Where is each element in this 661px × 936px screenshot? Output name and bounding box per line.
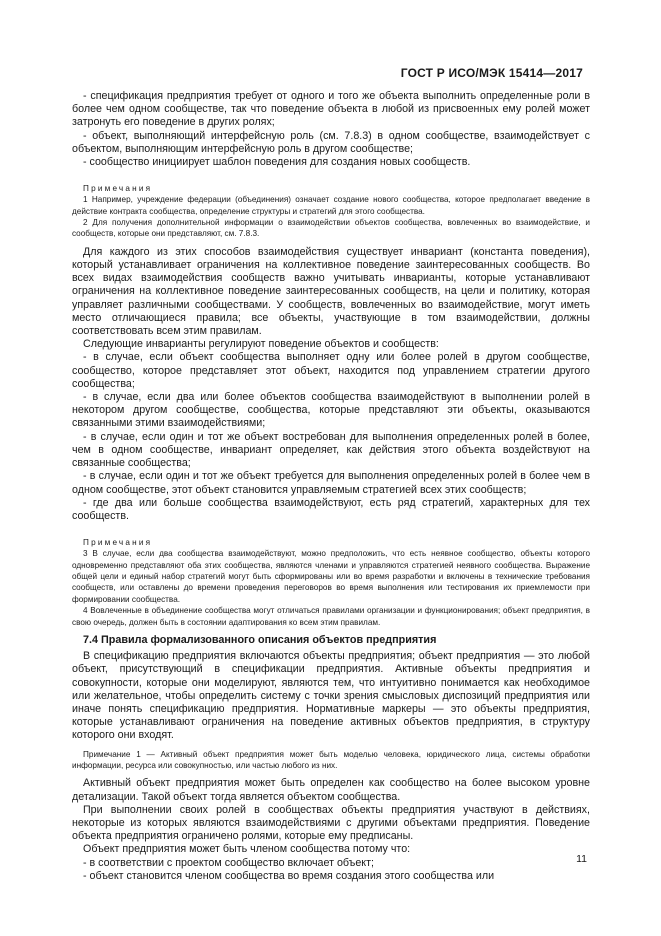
note-item: 3 В случае, если два сообщества взаимодействуют, можно предположить, что есть неявное сообщество, объекты которого одновременно представляют оба этих сообщества, являются членами и управляются стратегией неявного сообщества. Выражение общей цели и единый набор стратегий могут быть сформированы или во время разработки и включены в технические требования сообществ, или оставлены до времени проведения переговоров во время выполнения или тестирования их приемлемости при формировании сообщества.	[72, 549, 590, 604]
list-item: - объект, выполняющий интерфейсную роль (см. 7.8.3) в одном сообществе, взаимодействует с объектом, выполняющим интерфейсную роль в другом сообществе;	[72, 129, 590, 155]
list-item: - в случае, если один и тот же объект востребован для выполнения определенных ролей в более, чем в одном сообществе, инвариант определяет, как действия этого объекта воздействуют на связанные сообщества;	[72, 430, 590, 470]
note-item: 1 Например, учреждение федерации (объединения) означает создание нового сообщества, которое предполагает введение в действие контракта сообщества, определение структуры и стратегий для этого сообщества.	[72, 195, 590, 216]
list-item: - сообщество инициирует шаблон поведения для создания новых сообществ.	[83, 156, 471, 169]
notes-heading: Примечания	[83, 538, 153, 548]
paragraph: Для каждого из этих способов взаимодействия существует инвариант (константа поведения), который устанавливает ограничения на коллективное поведение заинтересованных сообществ. Во всех видах взаимодействия сообществ важно учитывать инварианты, которые устанавливают ограничения на коллективное поведение заинтересованных сообществ, на цели и политику, которая управляет различными сообществами. У сообществ, вовлеченных во взаимодействие, могут иметь место отличающиеся правила; все объекты, участвующие в том взаимодействии, должны соответствовать всем этим правилам.	[72, 245, 590, 338]
note-item: 4 Вовлеченные в объединение сообщества могут отличаться правилами организации и функционирования; объект предприятия, в свою очередь, должен быть в состоянии адаптирования ко всем этим правилам.	[72, 606, 590, 627]
paragraph: Активный объект предприятия может быть определен как сообщество на более высоком уровне детализации. Такой объект тогда является объектом сообщества.	[72, 777, 590, 803]
section-title: 7.4 Правила формализованного описания объектов предприятия	[83, 633, 437, 646]
notes-heading: Примечания	[83, 184, 153, 194]
note-item: Примечание 1 — Активный объект предприятия может быть моделью человека, юридического лица, системы обработки информации, ресурса или совокупностью, или частью любого из них.	[72, 749, 590, 770]
paragraph: Объект предприятия может быть членом сообщества потому что:	[83, 843, 411, 856]
list-item: - спецификация предприятия требует от одного и того же объекта выполнить определенные роли в более чем одном сообществе, так что поведение объекта в любой из присвоенных ему ролей может затронуть его поведение в других ролях;	[72, 90, 590, 129]
page-content	[72, 90, 590, 883]
paragraph: При выполнении своих ролей в сообществах объекты предприятия участвуют в действиях, некоторые из которых являются взаимодействиями с другими объектами предприятия. Поведение объекта предприятия ограничено ролями, которые ему предписаны.	[72, 803, 590, 843]
paragraph: В спецификацию предприятия включаются объекты предприятия; объект предприятия — это любой объект, присутствующий в спецификации предприятия. Активные объекты предприятия и совокупности, которые они моделируют, являются тем, что интуитивно понимается как необходимое или желательное, чтобы определить систему с точки зрения смысловых диспозиций предприятия или иначе понять спецификацию предприятия. Нормативные маркеры — это объекты предприятия, которые устанавливают ограничения на поведение активных объектов предприятия, в структуру которого они входят.	[72, 650, 590, 742]
list-item: - в случае, если один и тот же объект требуется для выполнения определенных ролей в более чем в одном сообществе, этот объект становится управляемым стратегией всех этих сообществ;	[72, 470, 590, 496]
note-item: 2 Для получения дополнительной информации о взаимодействии объектов сообщества, вовлеченных во взаимодействие, и сообществ, которые они представляют, см. 7.8.3.	[72, 218, 590, 239]
page-header: ГОСТ Р ИСО/МЭК 15414—2017	[400, 66, 583, 80]
list-item: - в случае, если два или более объектов сообщества взаимодействуют в выполнении ролей в некотором другом сообществе, сообщества, которые представляют эти объекты, оказываются связанными этими взаимодействиями;	[72, 391, 590, 430]
paragraph: Следующие инварианты регулируют поведение объектов и сообществ:	[83, 338, 439, 351]
list-item: - в соответствии с проектом сообщество включает объект;	[83, 856, 374, 869]
page-number: 11	[576, 853, 587, 865]
list-item: - где два или больше сообщества взаимодействуют, есть ряд стратегий, характерных для тех сообществ.	[72, 496, 590, 522]
list-item: - объект становится членом сообщества во время создания этого сообщества или	[83, 869, 495, 882]
list-item: - в случае, если объект сообщества выполняет одну или более ролей в другом сообществе, сообщество, которое представляет этот объект, находится под управлением стратегии другого сообщества;	[72, 351, 590, 390]
